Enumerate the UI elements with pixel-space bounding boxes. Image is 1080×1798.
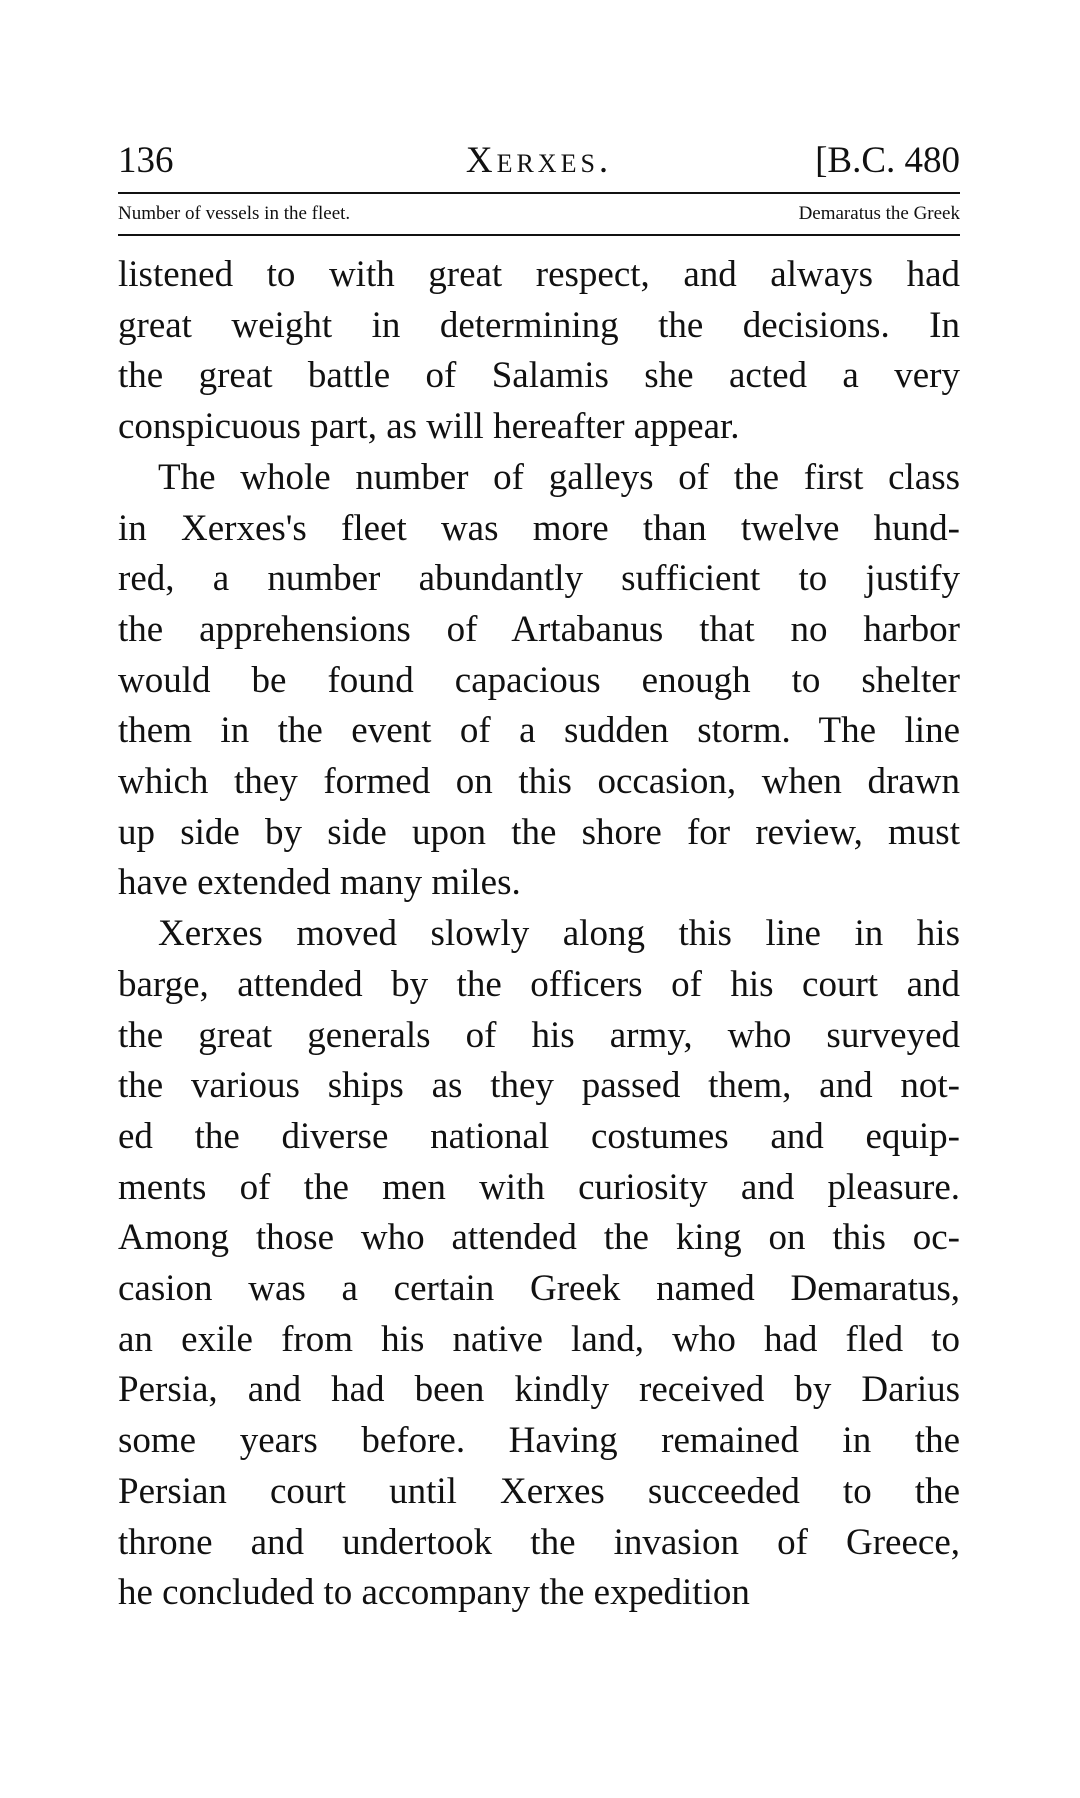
- running-title: Xerxes.: [465, 140, 613, 181]
- text-line: the great battle of Salamis she acted a very: [118, 355, 960, 397]
- text-line: which they formed on this occasion, when drawn: [118, 761, 960, 803]
- text-line: red, a number abundantly sufficient to justify: [118, 558, 960, 600]
- subhead-right: Demaratus the Greek: [798, 203, 960, 224]
- running-header: [118, 130, 960, 192]
- paragraph: [118, 909, 960, 1619]
- body-text: [118, 250, 960, 1619]
- subhead-rule: [118, 234, 960, 236]
- marginal-subheads: [118, 194, 960, 234]
- era-label: [B.C. 480: [815, 140, 960, 181]
- text-line: great weight in determining the decisions. In: [118, 304, 960, 346]
- book-page: [118, 130, 960, 1619]
- text-line: Persia, and had been kindly received by Darius: [118, 1369, 960, 1411]
- text-line: throne and undertook the invasion of Greece,: [118, 1521, 960, 1563]
- text-line: ed the diverse national costumes and equip-: [118, 1115, 960, 1157]
- text-line: Among those who attended the king on this oc-: [118, 1217, 960, 1259]
- text-line: some years before. Having remained in the: [118, 1420, 960, 1462]
- text-line: The whole number of galleys of the first class: [158, 456, 960, 498]
- text-line: would be found capacious enough to shelter: [118, 659, 960, 701]
- text-line: he concluded to accompany the expedition: [118, 1572, 750, 1614]
- text-line: in Xerxes's fleet was more than twelve hund-: [118, 507, 960, 549]
- text-line: an exile from his native land, who had fled to: [118, 1318, 960, 1360]
- text-line: have extended many miles.: [118, 862, 521, 904]
- text-line: the great generals of his army, who surveyed: [118, 1014, 960, 1056]
- text-line: them in the event of a sudden storm. The line: [118, 710, 960, 752]
- text-line: casion was a certain Greek named Demaratus,: [118, 1268, 960, 1310]
- text-line: the various ships as they passed them, and not-: [118, 1065, 960, 1107]
- text-line: Persian court until Xerxes succeeded to the: [118, 1470, 960, 1512]
- text-line: conspicuous part, as will hereafter appear.: [118, 406, 740, 448]
- text-line: Xerxes moved slowly along this line in his: [158, 913, 960, 955]
- text-line: the apprehensions of Artabanus that no harbor: [118, 608, 960, 650]
- text-line: listened to with great respect, and always had: [118, 254, 960, 295]
- page-number: 136: [118, 140, 174, 181]
- paragraph: [118, 453, 960, 909]
- text-line: up side by side upon the shore for review, must: [118, 811, 960, 853]
- text-line: barge, attended by the officers of his court and: [118, 963, 960, 1005]
- subhead-left: Number of vessels in the fleet.: [118, 203, 351, 224]
- text-line: ments of the men with curiosity and pleasure.: [118, 1166, 960, 1208]
- paragraph: [118, 250, 960, 453]
